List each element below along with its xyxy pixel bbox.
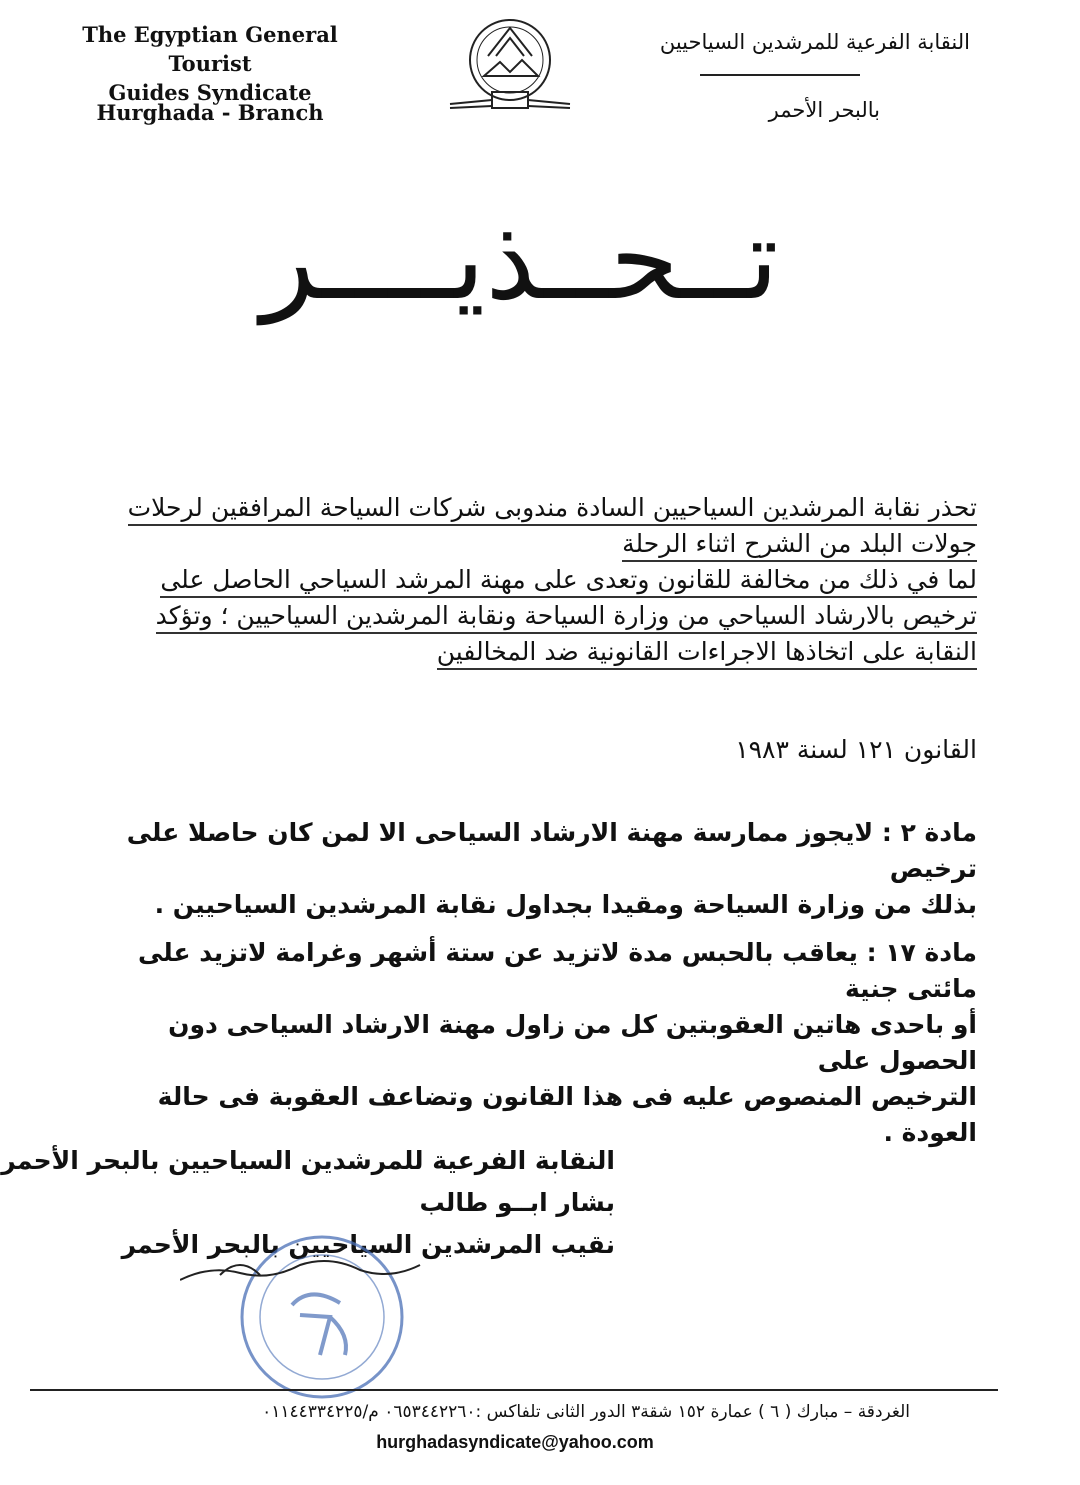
handwritten-signature (180, 1261, 420, 1280)
warning-line: لما في ذلك من مخالفة للقانون وتعدى على مهنة المرشد السياحي الحاصل على (160, 565, 977, 598)
warning-paragraph (77, 490, 977, 670)
footer-divider (30, 1389, 998, 1391)
warning-line: النقابة على اتخاذها الاجراءات القانونية ضد المخالفين (437, 637, 977, 670)
official-stamp (180, 1225, 440, 1405)
article-line: مادة ٢ : لايجوز ممارسة مهنة الارشاد السياحى الا لمن كان حاصلا على ترخيص (126, 818, 977, 883)
article-line: مادة ١٧ : يعاقب بالحبس مدة لاتزيد عن ستة أشهر وغرامة لاتزيد على مائتى جنية (137, 938, 977, 1003)
document-title: تــحــذيــــر (261, 195, 779, 325)
warning-line: جولات البلد من الشرح اثناء الرحلة (622, 529, 977, 562)
article-line: بذلك من وزارة السياحة ومقيدا بجداول نقابة المرشدين السياحيين . (154, 890, 977, 919)
header-english-line: Guides Syndicate (108, 80, 312, 105)
header-arabic-name: النقابة الفرعية للمرشدين السياحيين (659, 30, 970, 54)
signature-name: بشار ابــو طالب (419, 1188, 615, 1217)
footer-address: الغردقة – مبارك ( ٦ ) عمارة ١٥٢ شقة٣ الدور الثانى تلفاكس :٠٦٥٣٤٤٢٢٦٠ م/٠١١٤٤٣٣٤٢٢٥ (262, 1402, 910, 1422)
law-reference: القانون ١٢١ لسنة ١٩٨٣ (735, 735, 977, 764)
article-line: الترخيص المنصوص عليه فى هذا القانون وتضاعف العقوبة فى حالة العودة . (157, 1082, 977, 1147)
article-line: أو باحدى هاتين العقوبتين كل من زاول مهنة الارشاد السياحى دون الحصول على (168, 1010, 977, 1075)
syndicate-logo (448, 16, 572, 120)
header-divider (700, 74, 860, 76)
header-english-name (40, 20, 380, 107)
warning-line: تحذر نقابة المرشدين السياحيين السادة مندوبى شركات السياحة المرافقين لرحلات (128, 493, 977, 526)
signature-role: نقيب المرشدين السياحيين بالبحر الأحمر (121, 1230, 615, 1259)
article-2 (77, 815, 977, 923)
signature-org: النقابة الفرعية للمرشدين السياحيين بالبحر الأحمر (1, 1146, 615, 1175)
header-arabic-branch: بالبحر الأحمر (768, 98, 880, 122)
header-english-line: The Egyptian General Tourist (82, 22, 338, 76)
header-english-branch: Hurghada - Branch (96, 100, 324, 125)
footer-email[interactable]: hurghadasyndicate@yahoo.com (376, 1432, 654, 1452)
warning-line: ترخيص بالارشاد السياحي من وزارة السياحة ونقابة المرشدين السياحيين ؛ وتؤكد (156, 601, 977, 634)
article-17 (77, 935, 977, 1151)
